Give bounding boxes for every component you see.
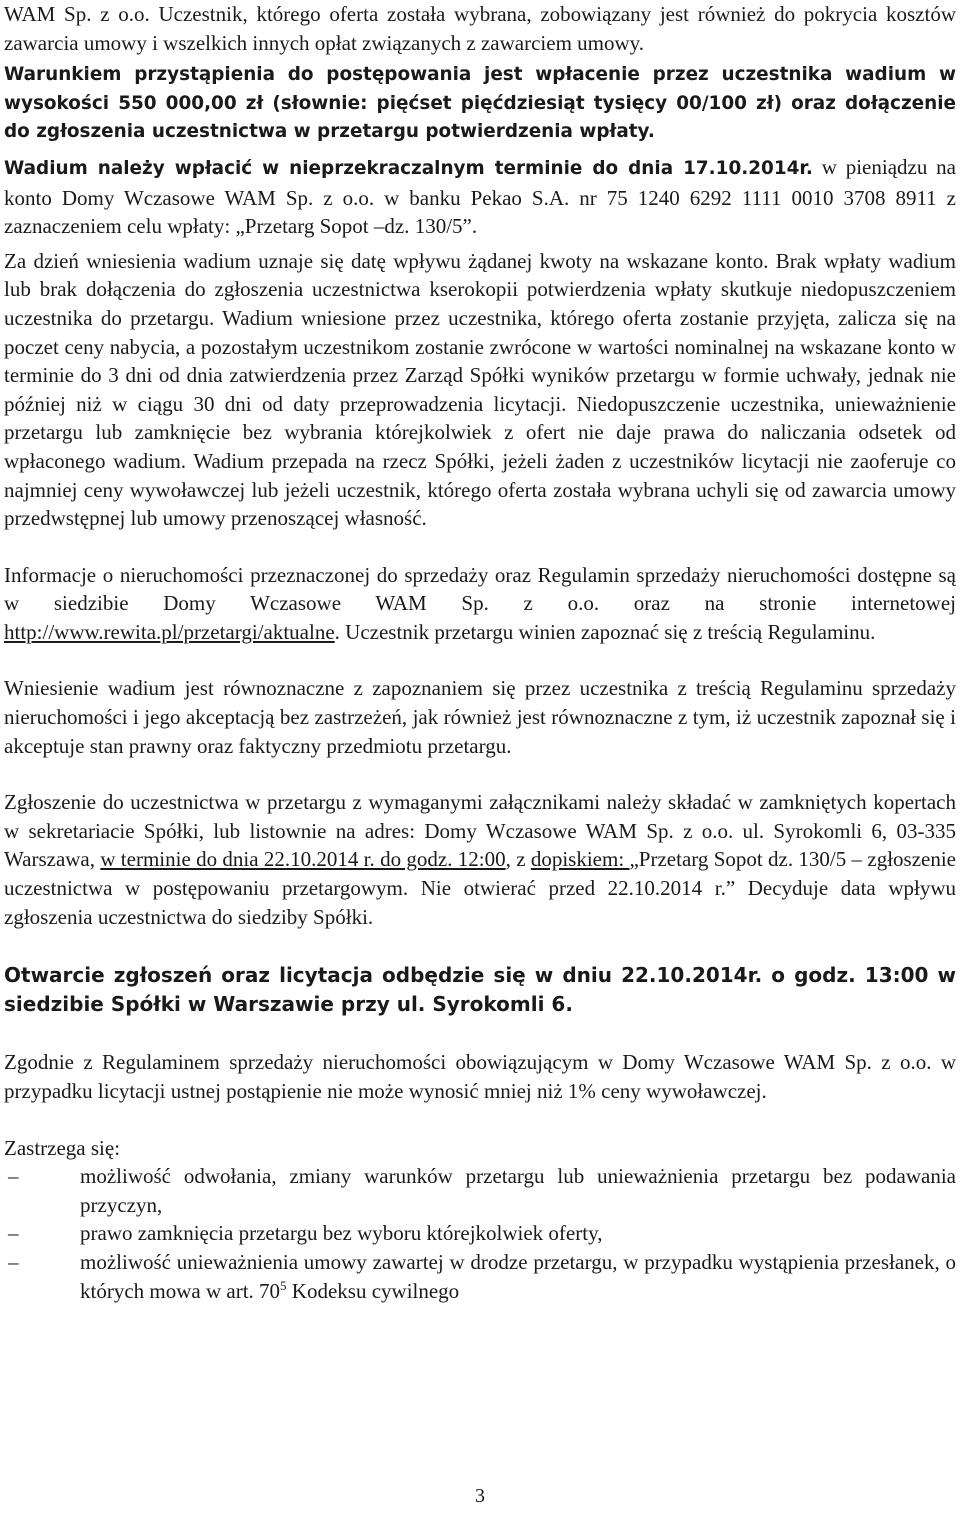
spacer bbox=[4, 533, 956, 561]
paragraph-opening-auction: Otwarcie zgłoszeń oraz licytacja odbędzie się w dniu 22.10.2014r. o godz. 13:00 w siedzibie Spółki w Warszawie przy ul. Syrokomli 6. bbox=[4, 963, 956, 1016]
information-text: Informacje o nieruchomości przeznaczonej do sprzedaży oraz Regulamin sprzedaży nieruchomości dostępne są w siedzibie Domy Wczasowe WAM Sp. z o.o. oraz na stronie internetowej bbox=[4, 562, 956, 616]
paragraph-information bbox=[4, 561, 956, 647]
reservation-item bbox=[4, 1219, 956, 1248]
spacer bbox=[4, 760, 956, 788]
spacer bbox=[4, 1106, 956, 1134]
reservations-heading: Zastrzega się: bbox=[4, 1135, 121, 1160]
regulations-link[interactable]: http://www.rewita.pl/przetargi/aktualne bbox=[4, 619, 335, 644]
paragraph-submission bbox=[4, 788, 956, 931]
submission-annotation: „Przetarg Sopot dz. 130/5 – zgłoszenie uczestnictwa w postępowaniu przetargowym. Nie otwierać przed 22.10.2014 r.” Decyduje data wpływu zgłoszenia uczestnictwa do siedziby Spółki. bbox=[4, 847, 956, 929]
spacer bbox=[4, 931, 956, 961]
submission-deadline: w terminie do dnia 22.10.2014 r. do godz. 12:00 bbox=[100, 847, 506, 872]
reservations-list bbox=[4, 1162, 956, 1305]
reservation-item-text-end: Kodeksu cywilnego bbox=[286, 1278, 460, 1303]
submission-annotation-label: dopiskiem: bbox=[530, 847, 630, 872]
deposit-deadline-bold: Wadium należy wpłacić w nieprzekraczalnym terminie do dnia 17.10.2014r. bbox=[4, 157, 813, 179]
spacer bbox=[4, 646, 956, 674]
dash-bullet: – bbox=[8, 1249, 19, 1274]
reservation-item-text: prawo zamknięcia przetargu bez wyboru którejkolwiek oferty, bbox=[80, 1221, 603, 1246]
article-superscript: 5 bbox=[280, 1277, 287, 1293]
deposit-account-info: w pieniądzu na konto Domy Wczasowe WAM Sp. z o.o. w banku Pekao S.A. nr 75 1240 6292 1111 0010 3708 8911 z zaznaczeniem celu wpłaty: „Przetarg Sopot –dz. 130/5”. bbox=[4, 154, 956, 239]
dash-bullet: – bbox=[8, 1221, 19, 1246]
reservation-item-text: możliwość odwołania, zmiany warunków przetargu lub unieważnienia przetargu bez podawania przyczyn, bbox=[80, 1164, 956, 1217]
submission-text-comma: , z bbox=[505, 847, 531, 872]
reservation-item bbox=[4, 1248, 956, 1305]
reservation-item-text: możliwość unieważnienia umowy zawartej w drodze przetargu, w przypadku wystąpienia przesłanek, o których mowa w art. 70 bbox=[80, 1249, 956, 1303]
paragraph-minimum-bid: Zgodnie z Regulaminem sprzedaży nieruchomości obowiązującym w Domy Wczasowe WAM Sp. z o.o. w przypadku licytacji ustnej postąpienie nie może wynosić mniej niż 1% ceny wywoławczej. bbox=[4, 1050, 956, 1103]
dash-bullet: – bbox=[8, 1164, 19, 1189]
reservation-item bbox=[4, 1162, 956, 1219]
submission-text: Zgłoszenie do uczestnictwa w przetargu z wymaganymi załącznikami należy składać w zamkniętych kopertach w sekretariacie Spółki, lub listownie na adres: Domy Wczasowe WAM Sp. z o.o. ul. Syrokomli 6, 03-335 Warszawa, bbox=[4, 790, 956, 872]
paragraph-acceptance: Wniesienie wadium jest równoznaczne z zapoznaniem się przez uczestnika z treścią Regulaminu sprzedaży nieruchomości i jego akceptacją bez zastrzeżeń, jak również jest równoznaczne z tym, iż uczestnik zapoznał się i akceptuje stan prawny oraz faktyczny przedmiotu przetargu. bbox=[4, 676, 956, 758]
page-number: 3 bbox=[475, 1485, 485, 1507]
paragraph-deposit-deadline bbox=[4, 153, 956, 241]
spacer bbox=[4, 1018, 956, 1048]
information-text-end: . Uczestnik przetargu winien zapoznać się z treścią Regulaminu. bbox=[334, 619, 876, 644]
paragraph-contract-costs: WAM Sp. z o.o. Uczestnik, którego oferta została wybrana, zobowiązany jest również do pokrycia kosztów zawarcia umowy i wszelkich innych opłat związanych z zawarciem umowy. bbox=[4, 2, 956, 55]
document-page bbox=[4, 0, 956, 1305]
paragraph-deposit-rules: Za dzień wniesienia wadium uznaje się datę wpływu żądanej kwoty na wskazane konto. Brak wpłaty wadium lub brak dołączenia do zgłoszenia uczestnictwa kserokopii potwierdzenia wpłaty skutkuje niedopuszczeniem uczestnika do przetargu. Wadium wniesione przez uczestnika, którego oferta zostanie przyjęta, zalicza się na poczet ceny nabycia, a pozostałym uczestnikom zostanie zwrócone w wartości nominalnej na wskazane konto w terminie do 3 dni od dnia zatwierdzenia przez Zarząd Spółki wyników przetargu w formie uchwały, jednak nie później niż w ciągu 30 dni od daty przeprowadzenia licytacji. Niedopuszczenie uczestnika, unieważnienie przetargu lub zamknięcie bez wybrania którejkolwiek z ofert nie daje prawa do naliczania odsetek od wpłaconego wadium. Wadium przepada na rzecz Spółki, jeżeli żaden z uczestników licytacji nie zaoferuje co najmniej ceny wywoławczej lub jeżeli uczestnik, którego oferta została wybrana uchyli się od zawarcia umowy przedwstępnej lub umowy przenoszącej własność. bbox=[4, 248, 956, 531]
paragraph-deposit-requirement: Warunkiem przystąpienia do postępowania jest wpłacenie przez uczestnika wadium w wysokości 550 000,00 zł (słownie: pięćset pięćdziesiąt tysięcy 00/100 zł) oraz dołączenie do zgłoszenia uczestnictwa w przetargu potwierdzenia wpłaty. bbox=[4, 64, 956, 143]
